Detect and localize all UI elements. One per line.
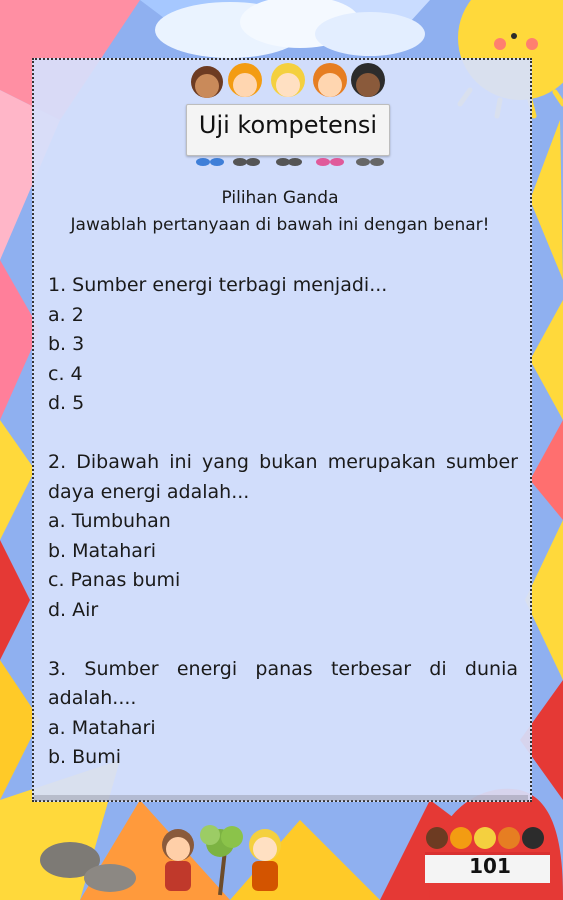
option: a. 2 <box>48 303 84 326</box>
question-1 <box>48 271 518 419</box>
option: d. Air <box>48 598 99 621</box>
question-2 <box>48 448 518 625</box>
option: b. Matahari <box>48 539 157 562</box>
instruction-text: Jawablah pertanyaan di bawah ini dengan benar! <box>70 215 490 235</box>
question-text: 1. Sumber energi terbagi menjadi... <box>48 274 388 296</box>
question-3 <box>48 655 518 773</box>
question-text: 2. Dibawah ini yang bukan merupakan sumber daya energi adalah... <box>48 451 518 503</box>
option: b. 3 <box>48 333 85 355</box>
question-text: 3. Sumber energi panas terbesar di dunia adalah.... <box>48 657 518 709</box>
page-number: 101 <box>469 854 511 878</box>
option: a. Tumbuhan <box>48 510 171 532</box>
section-title: Pilihan Ganda <box>221 188 339 208</box>
option: a. Matahari <box>48 716 156 739</box>
question-list <box>48 271 518 773</box>
panel-shadow <box>34 795 528 801</box>
page-title: Uji kompetensi <box>198 111 378 139</box>
option: b. Bumi <box>48 746 122 768</box>
option: d. 5 <box>48 392 85 414</box>
option: c. 4 <box>48 362 83 385</box>
title-board <box>186 104 390 156</box>
option: c. Panas bumi <box>48 569 181 591</box>
children-planting-illustration <box>150 815 300 900</box>
